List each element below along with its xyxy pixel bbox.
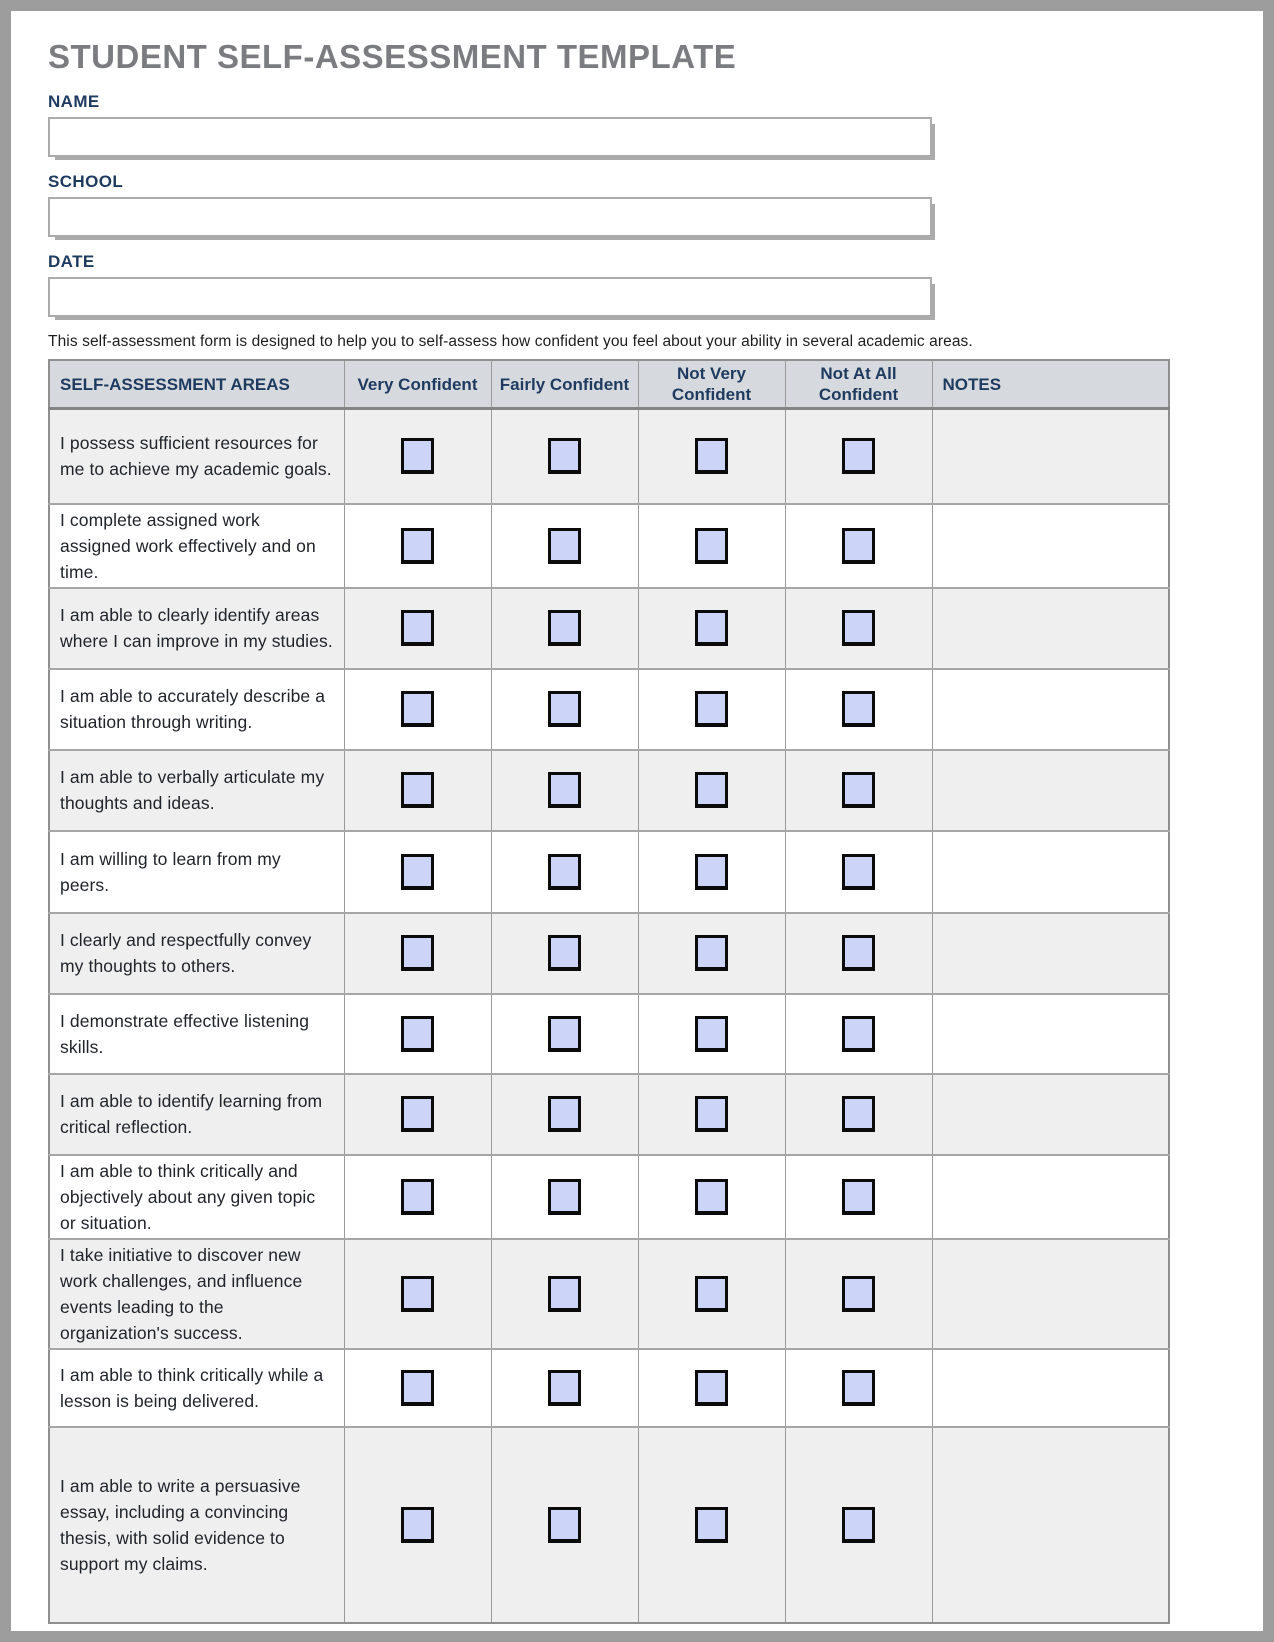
- very-confident-checkbox[interactable]: [401, 854, 434, 890]
- checkbox-cell-fairly-confident: [491, 669, 638, 750]
- not-at-all-confident-checkbox[interactable]: [842, 935, 875, 971]
- not-at-all-confident-checkbox[interactable]: [842, 1276, 875, 1312]
- checkbox-cell-very-confident: [344, 994, 491, 1074]
- notes-cell[interactable]: [932, 588, 1169, 669]
- fairly-confident-checkbox[interactable]: [548, 691, 581, 727]
- very-confident-checkbox[interactable]: [401, 1016, 434, 1052]
- name-input[interactable]: [48, 117, 932, 157]
- checkbox-cell-not-very-confident: [638, 1427, 785, 1623]
- notes-cell[interactable]: [932, 831, 1169, 913]
- very-confident-checkbox[interactable]: [401, 1096, 434, 1132]
- assessment-area-cell: I am able to accurately describe a situation through writing.: [49, 669, 344, 750]
- checkbox-cell-not-very-confident: [638, 1349, 785, 1427]
- notes-cell[interactable]: [932, 1239, 1169, 1349]
- checkbox-cell-not-at-all-confident: [785, 994, 932, 1074]
- page-content: [11, 11, 1263, 1624]
- table-row: [49, 913, 1169, 994]
- checkbox-cell-very-confident: [344, 1074, 491, 1155]
- table-row: [49, 831, 1169, 913]
- checkbox-cell-very-confident: [344, 750, 491, 831]
- not-very-confident-checkbox[interactable]: [695, 772, 728, 808]
- school-label: SCHOOL: [48, 172, 124, 191]
- school-input[interactable]: [48, 197, 932, 237]
- fairly-confident-checkbox[interactable]: [548, 935, 581, 971]
- checkbox-cell-not-at-all-confident: [785, 588, 932, 669]
- not-very-confident-checkbox[interactable]: [695, 1370, 728, 1406]
- column-header-fairly-confident: Fairly Confident: [491, 360, 638, 409]
- table-row: [49, 1155, 1169, 1239]
- checkbox-cell-fairly-confident: [491, 504, 638, 588]
- table-row: [49, 750, 1169, 831]
- checkbox-cell-not-at-all-confident: [785, 409, 932, 504]
- checkbox-cell-fairly-confident: [491, 913, 638, 994]
- checkbox-cell-not-very-confident: [638, 409, 785, 504]
- table-row: [49, 1239, 1169, 1349]
- checkbox-cell-fairly-confident: [491, 1155, 638, 1239]
- name-field-group: [48, 92, 1263, 157]
- fairly-confident-checkbox[interactable]: [548, 1370, 581, 1406]
- fairly-confident-checkbox[interactable]: [548, 1179, 581, 1215]
- column-header-notes: NOTES: [932, 360, 1169, 409]
- table-header-row: [49, 360, 1169, 409]
- notes-cell[interactable]: [932, 504, 1169, 588]
- very-confident-checkbox[interactable]: [401, 438, 434, 474]
- checkbox-cell-very-confident: [344, 588, 491, 669]
- not-very-confident-checkbox[interactable]: [695, 1179, 728, 1215]
- not-at-all-confident-checkbox[interactable]: [842, 610, 875, 646]
- checkbox-cell-fairly-confident: [491, 831, 638, 913]
- assessment-area-cell: I am willing to learn from my peers.: [49, 831, 344, 913]
- notes-cell[interactable]: [932, 994, 1169, 1074]
- date-label: DATE: [48, 252, 95, 271]
- very-confident-checkbox[interactable]: [401, 772, 434, 808]
- not-at-all-confident-checkbox[interactable]: [842, 772, 875, 808]
- very-confident-checkbox[interactable]: [401, 1370, 434, 1406]
- very-confident-checkbox[interactable]: [401, 1179, 434, 1215]
- table-row: [49, 409, 1169, 504]
- column-header-self-assessment-areas: SELF-ASSESSMENT AREAS: [49, 360, 344, 409]
- not-at-all-confident-checkbox[interactable]: [842, 854, 875, 890]
- table-row: [49, 669, 1169, 750]
- not-at-all-confident-checkbox[interactable]: [842, 1370, 875, 1406]
- checkbox-cell-very-confident: [344, 1427, 491, 1623]
- column-header-not-at-all-confident: Not At All Confident: [785, 360, 932, 409]
- checkbox-cell-very-confident: [344, 504, 491, 588]
- fairly-confident-checkbox[interactable]: [548, 1096, 581, 1132]
- checkbox-cell-fairly-confident: [491, 994, 638, 1074]
- checkbox-cell-not-at-all-confident: [785, 504, 932, 588]
- checkbox-cell-not-at-all-confident: [785, 750, 932, 831]
- not-very-confident-checkbox[interactable]: [695, 1276, 728, 1312]
- checkbox-cell-not-at-all-confident: [785, 1074, 932, 1155]
- notes-cell[interactable]: [932, 1349, 1169, 1427]
- school-field-group: [48, 172, 1263, 237]
- name-label: NAME: [48, 92, 100, 111]
- checkbox-cell-very-confident: [344, 1239, 491, 1349]
- checkbox-cell-not-very-confident: [638, 1239, 785, 1349]
- checkbox-cell-very-confident: [344, 1155, 491, 1239]
- assessment-area-cell: I possess sufficient resources for me to achieve my academic goals.: [49, 409, 344, 504]
- not-very-confident-checkbox[interactable]: [695, 935, 728, 971]
- checkbox-cell-fairly-confident: [491, 1349, 638, 1427]
- assessment-area-cell: I am able to verbally articulate my thoughts and ideas.: [49, 750, 344, 831]
- assessment-area-cell: I am able to identify learning from critical reflection.: [49, 1074, 344, 1155]
- notes-cell[interactable]: [932, 750, 1169, 831]
- checkbox-cell-not-very-confident: [638, 1074, 785, 1155]
- notes-cell[interactable]: [932, 409, 1169, 504]
- checkbox-cell-fairly-confident: [491, 1239, 638, 1349]
- assessment-area-cell: I complete assigned work assigned work effectively and on time.: [49, 504, 344, 588]
- checkbox-cell-not-very-confident: [638, 1155, 785, 1239]
- checkbox-cell-very-confident: [344, 409, 491, 504]
- checkbox-cell-not-at-all-confident: [785, 1239, 932, 1349]
- not-very-confident-checkbox[interactable]: [695, 438, 728, 474]
- self-assessment-table: [48, 359, 1170, 1624]
- very-confident-checkbox[interactable]: [401, 935, 434, 971]
- checkbox-cell-not-very-confident: [638, 504, 785, 588]
- checkbox-cell-not-very-confident: [638, 913, 785, 994]
- checkbox-cell-fairly-confident: [491, 750, 638, 831]
- not-at-all-confident-checkbox[interactable]: [842, 1016, 875, 1052]
- assessment-area-cell: I am able to clearly identify areas where I can improve in my studies.: [49, 588, 344, 669]
- fairly-confident-checkbox[interactable]: [548, 1507, 581, 1543]
- not-at-all-confident-checkbox[interactable]: [842, 691, 875, 727]
- checkbox-cell-fairly-confident: [491, 1074, 638, 1155]
- not-at-all-confident-checkbox[interactable]: [842, 438, 875, 474]
- not-at-all-confident-checkbox[interactable]: [842, 1179, 875, 1215]
- very-confident-checkbox[interactable]: [401, 1507, 434, 1543]
- checkbox-cell-fairly-confident: [491, 409, 638, 504]
- notes-cell[interactable]: [932, 1155, 1169, 1239]
- checkbox-cell-very-confident: [344, 913, 491, 994]
- checkbox-cell-not-at-all-confident: [785, 831, 932, 913]
- fairly-confident-checkbox[interactable]: [548, 772, 581, 808]
- fairly-confident-checkbox[interactable]: [548, 854, 581, 890]
- not-very-confident-checkbox[interactable]: [695, 1096, 728, 1132]
- not-very-confident-checkbox[interactable]: [695, 528, 728, 564]
- very-confident-checkbox[interactable]: [401, 528, 434, 564]
- very-confident-checkbox[interactable]: [401, 1276, 434, 1312]
- not-very-confident-checkbox[interactable]: [695, 610, 728, 646]
- fairly-confident-checkbox[interactable]: [548, 610, 581, 646]
- table-row: [49, 994, 1169, 1074]
- checkbox-cell-fairly-confident: [491, 1427, 638, 1623]
- date-input[interactable]: [48, 277, 932, 317]
- assessment-area-cell: I take initiative to discover new work challenges, and influence events leading to the organization's success.: [49, 1239, 344, 1349]
- not-at-all-confident-checkbox[interactable]: [842, 1096, 875, 1132]
- assessment-area-cell: I am able to write a persuasive essay, including a convincing thesis, with solid evidence to support my claims.: [49, 1427, 344, 1623]
- checkbox-cell-very-confident: [344, 831, 491, 913]
- checkbox-cell-fairly-confident: [491, 588, 638, 669]
- table-row: [49, 588, 1169, 669]
- assessment-area-cell: I am able to think critically while a lesson is being delivered.: [49, 1349, 344, 1427]
- not-very-confident-checkbox[interactable]: [695, 1016, 728, 1052]
- assessment-area-cell: I am able to think critically and objectively about any given topic or situation.: [49, 1155, 344, 1239]
- checkbox-cell-not-very-confident: [638, 831, 785, 913]
- form-description: This self-assessment form is designed to help you to self-assess how confident you feel about your ability in several academic areas.: [48, 333, 973, 350]
- checkbox-cell-not-at-all-confident: [785, 669, 932, 750]
- notes-cell[interactable]: [932, 669, 1169, 750]
- column-header-very-confident: Very Confident: [344, 360, 491, 409]
- checkbox-cell-not-very-confident: [638, 994, 785, 1074]
- checkbox-cell-not-at-all-confident: [785, 1427, 932, 1623]
- checkbox-cell-very-confident: [344, 1349, 491, 1427]
- not-at-all-confident-checkbox[interactable]: [842, 528, 875, 564]
- fairly-confident-checkbox[interactable]: [548, 1276, 581, 1312]
- not-at-all-confident-checkbox[interactable]: [842, 1507, 875, 1543]
- very-confident-checkbox[interactable]: [401, 610, 434, 646]
- checkbox-cell-not-at-all-confident: [785, 913, 932, 994]
- checkbox-cell-very-confident: [344, 669, 491, 750]
- date-field-group: [48, 252, 1263, 317]
- checkbox-cell-not-very-confident: [638, 750, 785, 831]
- table-row: [49, 1349, 1169, 1427]
- table-row: [49, 504, 1169, 588]
- page-title: STUDENT SELF-ASSESSMENT TEMPLATE: [48, 38, 737, 75]
- checkbox-cell-not-very-confident: [638, 669, 785, 750]
- notes-cell[interactable]: [932, 913, 1169, 994]
- not-very-confident-checkbox[interactable]: [695, 1507, 728, 1543]
- assessment-area-cell: I clearly and respectfully convey my thoughts to others.: [49, 913, 344, 994]
- very-confident-checkbox[interactable]: [401, 691, 434, 727]
- not-very-confident-checkbox[interactable]: [695, 854, 728, 890]
- checkbox-cell-not-at-all-confident: [785, 1155, 932, 1239]
- notes-cell[interactable]: [932, 1427, 1169, 1623]
- fairly-confident-checkbox[interactable]: [548, 528, 581, 564]
- checkbox-cell-not-very-confident: [638, 588, 785, 669]
- table-row: [49, 1074, 1169, 1155]
- fairly-confident-checkbox[interactable]: [548, 438, 581, 474]
- assessment-area-cell: I demonstrate effective listening skills.: [49, 994, 344, 1074]
- column-header-not-very-confident: Not Very Confident: [638, 360, 785, 409]
- table-row: [49, 1427, 1169, 1623]
- notes-cell[interactable]: [932, 1074, 1169, 1155]
- fairly-confident-checkbox[interactable]: [548, 1016, 581, 1052]
- not-very-confident-checkbox[interactable]: [695, 691, 728, 727]
- checkbox-cell-not-at-all-confident: [785, 1349, 932, 1427]
